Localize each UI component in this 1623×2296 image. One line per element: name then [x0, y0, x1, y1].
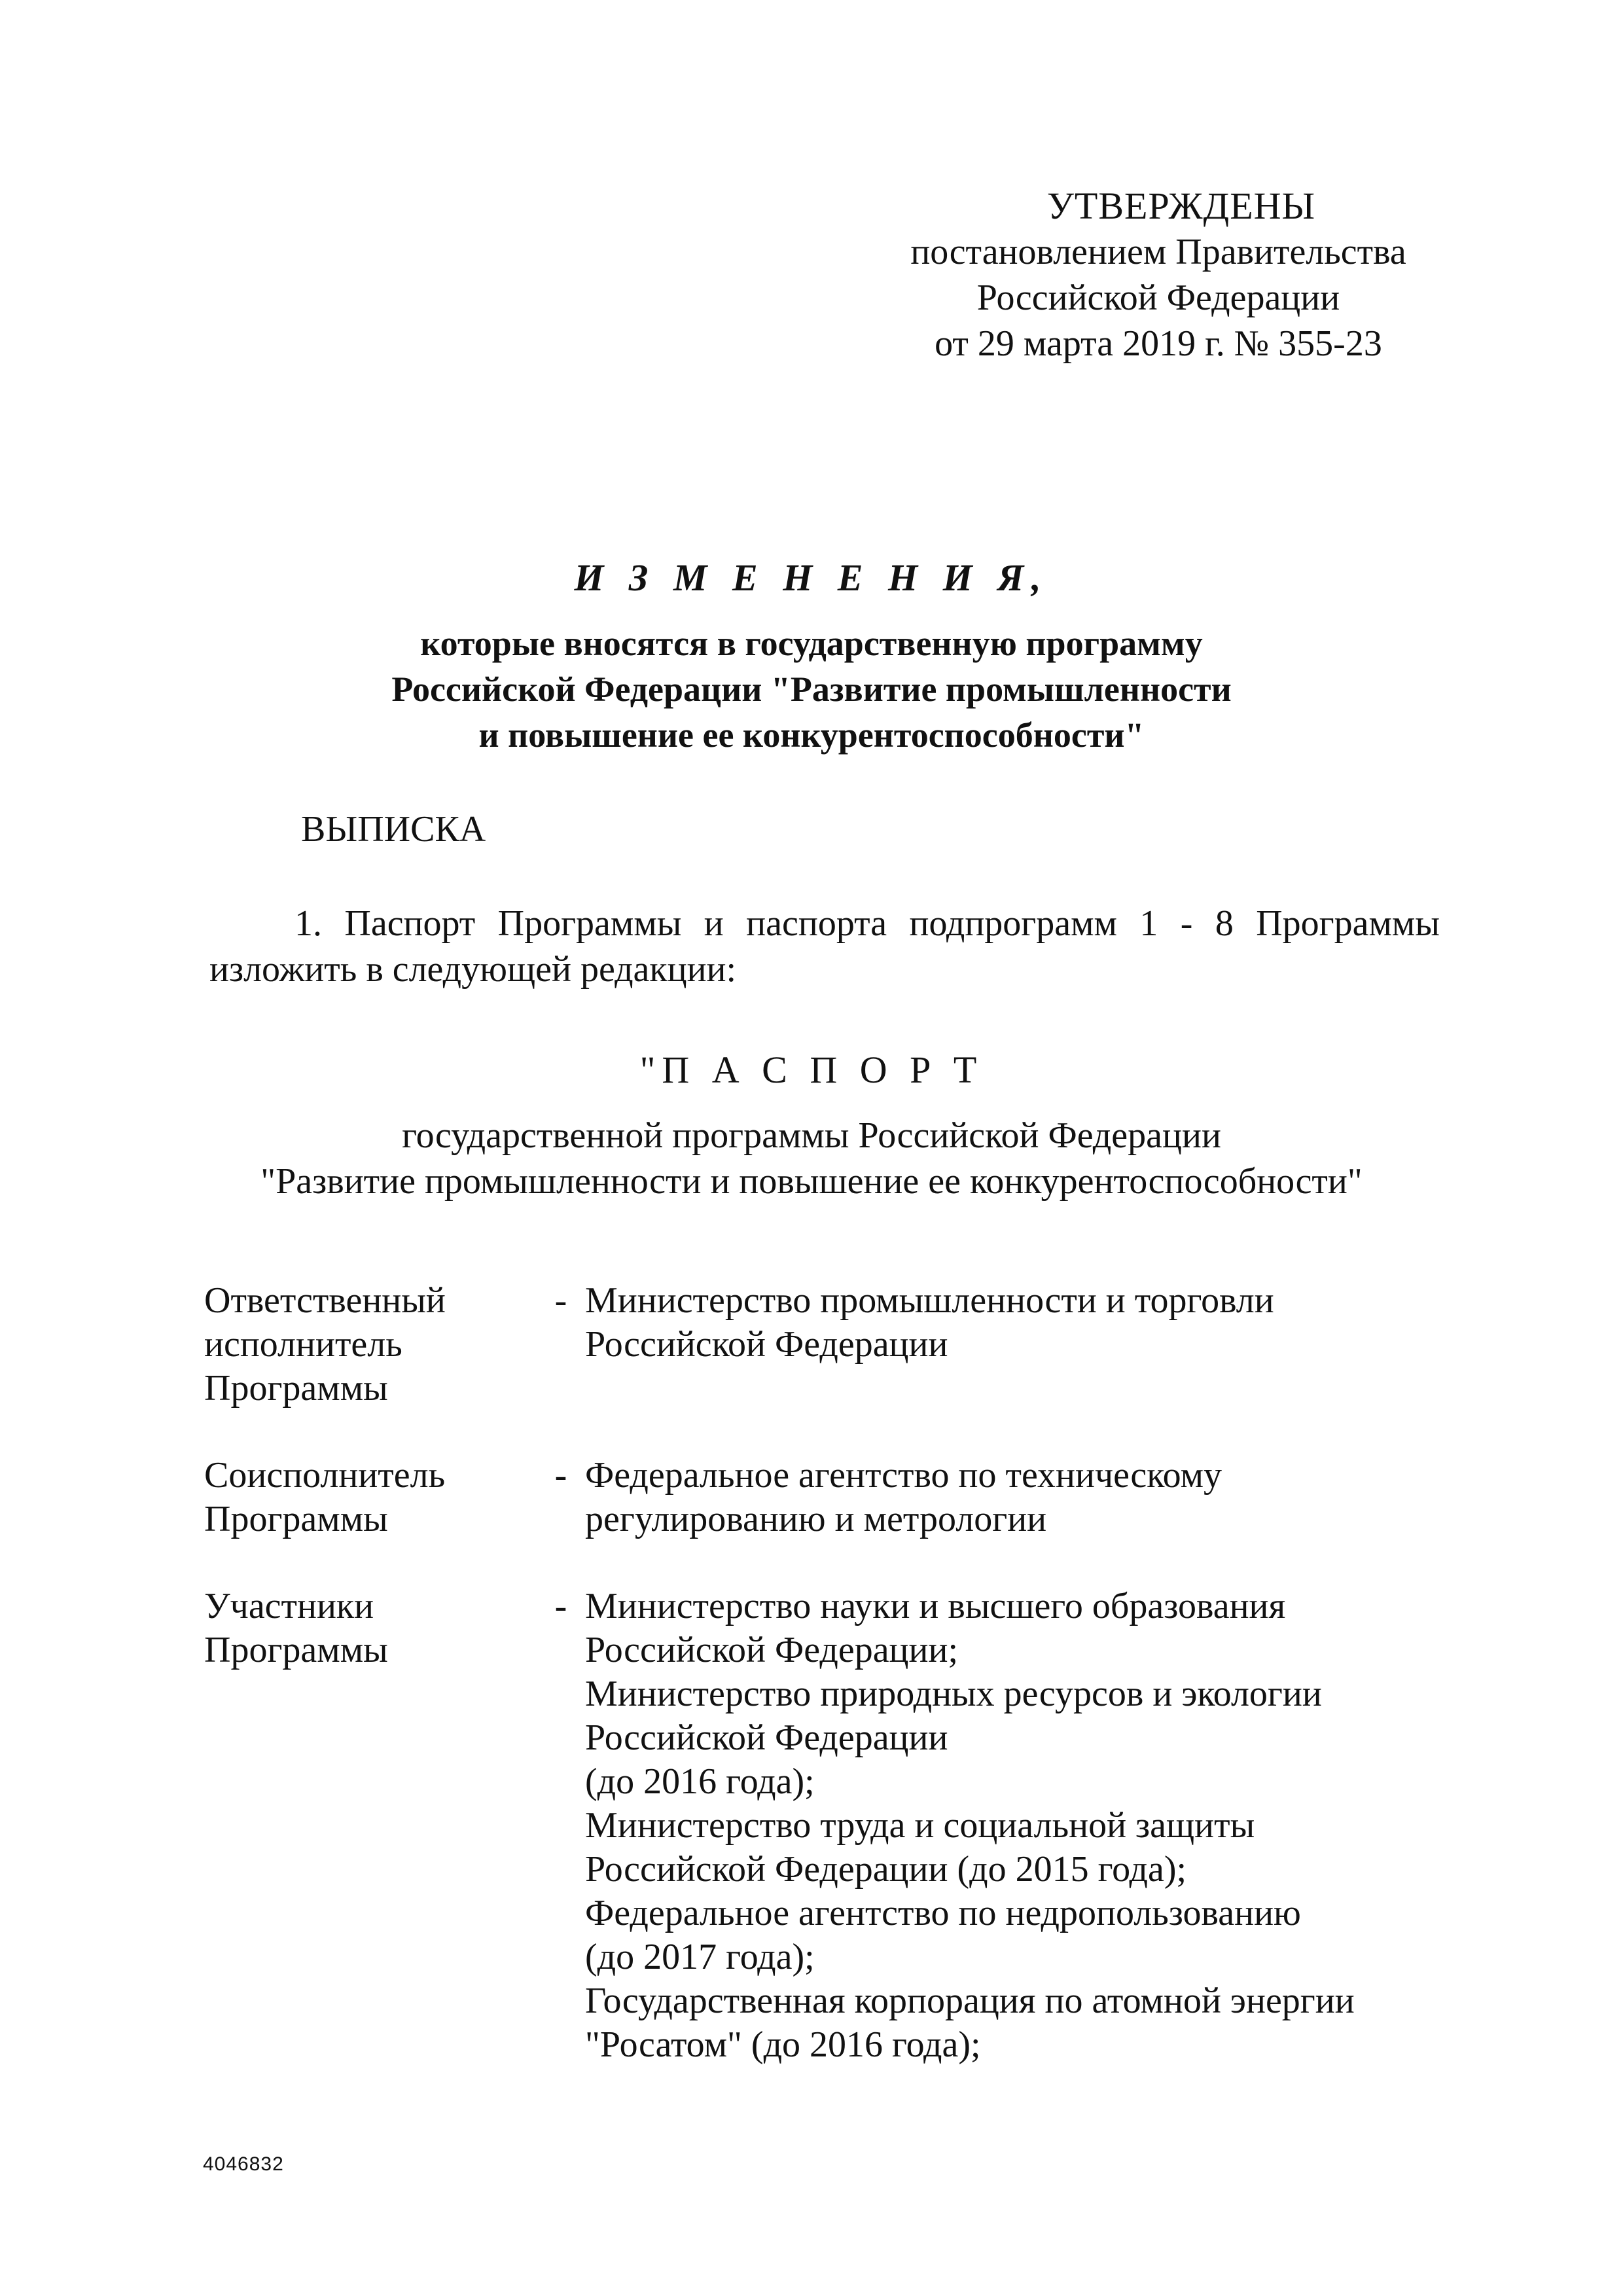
row-value-line: Российской Федерации	[585, 1717, 948, 1758]
row-dash: -	[554, 1586, 567, 1626]
row-label-line: Ответственный	[204, 1280, 446, 1321]
approval-title: УТВЕРЖДЕНЫ	[1046, 185, 1316, 227]
paragraph-1	[209, 901, 1440, 992]
paragraph-1-line-2: изложить в следующей редакции:	[209, 949, 737, 990]
row-value-line: Российской Федерации	[585, 1324, 948, 1365]
row-label-line: исполнитель	[204, 1324, 402, 1365]
row-dash: -	[554, 1280, 567, 1321]
row-label-line: Соисполнитель	[204, 1455, 446, 1496]
passport-subtitle-line-2: "Развитие промышленности и повышение ее конкурентоспособности"	[260, 1161, 1363, 1202]
row-dash: -	[554, 1455, 567, 1496]
table-row	[204, 1585, 1448, 2067]
row-value	[577, 1585, 1448, 2067]
extract-label: ВЫПИСКА	[301, 809, 486, 850]
row-value-line: (до 2017 года);	[585, 1937, 815, 1977]
row-value-line: Федеральное агентство по техническому	[585, 1455, 1222, 1496]
row-value	[577, 1279, 1448, 1410]
changes-title: И З М Е Н Е Н И Я,	[574, 556, 1049, 599]
row-value-line: Министерство промышленности и торговли	[585, 1280, 1274, 1321]
paragraph-1-line-1: 1. Паспорт Программы и паспорта подпрограмм 1 - 8 Программы	[294, 903, 1440, 944]
approval-line-2: Российской Федерации	[976, 278, 1340, 318]
row-label	[204, 1279, 544, 1410]
subheading-line-2: Российской Федерации "Развитие промышленности	[391, 670, 1232, 709]
row-value-line: Министерство природных ресурсов и экологии	[585, 1674, 1322, 1714]
passport-title: "П А С П О Р Т	[639, 1049, 984, 1091]
row-value	[577, 1454, 1448, 1541]
document-code: 4046832	[203, 2153, 284, 2175]
row-value-line: Российской Федерации (до 2015 года);	[585, 1849, 1187, 1890]
subheading-line-3: и повышение ее конкурентоспособности"	[478, 715, 1145, 755]
row-label-line: Участники	[204, 1586, 374, 1626]
table-row	[204, 1279, 1448, 1410]
row-label-line: Программы	[204, 1368, 388, 1408]
row-value-line: Министерство науки и высшего образования	[585, 1586, 1286, 1626]
row-value-line: регулированию и метрологии	[585, 1499, 1047, 1539]
row-value-line: Министерство труда и социальной защиты	[585, 1805, 1255, 1846]
row-label	[204, 1585, 544, 2067]
row-value-line: "Росатом" (до 2016 года);	[585, 2024, 981, 2065]
changes-subheading	[196, 620, 1427, 758]
approval-line-3: от 29 марта 2019 г. № 355-23	[935, 323, 1382, 364]
passport-subtitle-line-1: государственной программы Российской Федерации	[402, 1115, 1221, 1156]
row-value-line: Государственная корпорация по атомной энергии	[585, 1981, 1355, 2021]
approval-line-1: постановлением Правительства	[910, 232, 1406, 272]
row-value-line: (до 2016 года);	[585, 1761, 815, 1802]
subheading-line-1: которые вносятся в государственную программу	[420, 624, 1203, 663]
row-label-line: Программы	[204, 1499, 388, 1539]
changes-heading	[196, 555, 1427, 601]
row-value-line: Российской Федерации;	[585, 1630, 959, 1670]
passport-table	[204, 1279, 1448, 2110]
table-row	[204, 1454, 1448, 1541]
row-label-line: Программы	[204, 1630, 388, 1670]
passport-subtitle	[196, 1113, 1427, 1204]
row-value-line: Федеральное агентство по недропользованию	[585, 1893, 1301, 1933]
approval-block	[877, 183, 1440, 367]
row-label	[204, 1454, 544, 1541]
